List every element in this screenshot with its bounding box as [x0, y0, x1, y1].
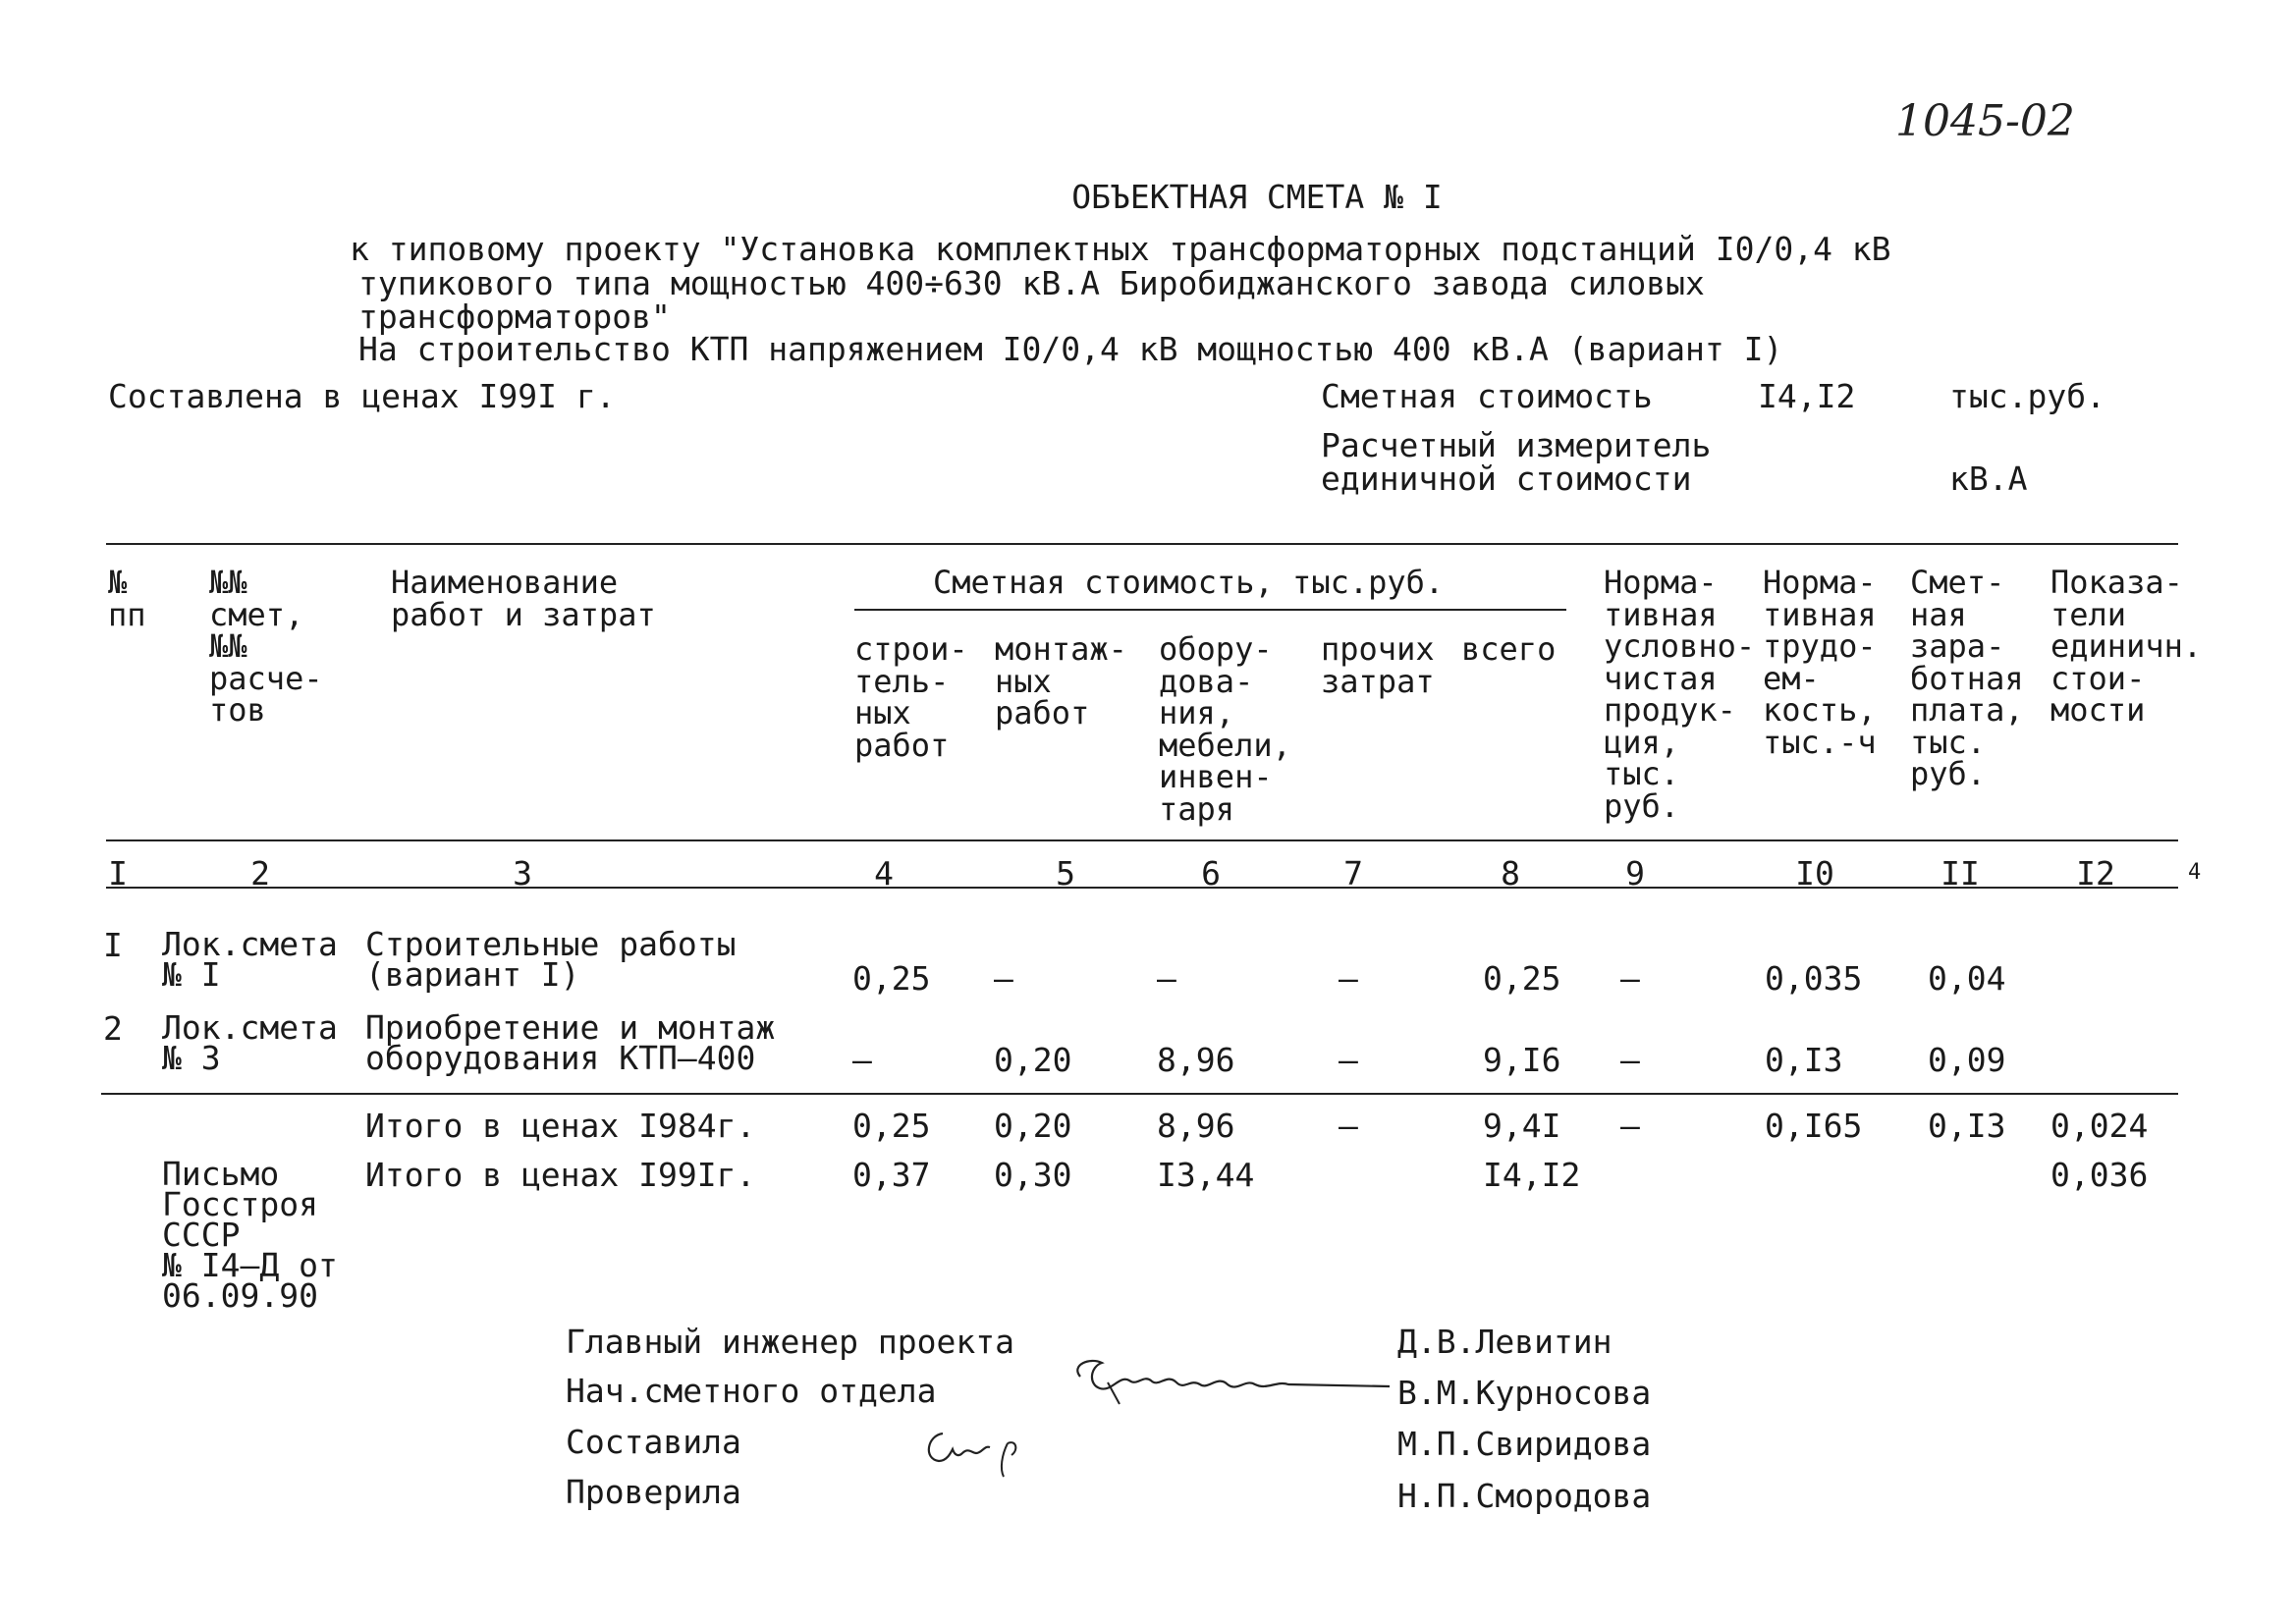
page-marker: 4 — [2188, 860, 2202, 885]
header-col-4: строи- тель- ных работ — [854, 630, 968, 764]
total-1984-name: Итого в ценах I984г. — [365, 1107, 756, 1145]
row-2-c5: 0,20 — [994, 1041, 1072, 1079]
header-bottom-rule — [106, 839, 2178, 841]
signature-name-2: В.М.Курносова — [1397, 1374, 1652, 1412]
total-1984-c7: – — [1339, 1107, 1358, 1145]
signature-name-3: М.П.Свиридова — [1397, 1425, 1652, 1463]
meter-label-line2: единичной стоимости — [1321, 460, 1692, 498]
col-number-8: 8 — [1501, 854, 1520, 893]
meter-unit: кВ.А — [1949, 460, 2028, 498]
row-1-c8: 0,25 — [1483, 959, 1561, 998]
col-number-5: 5 — [1056, 854, 1075, 893]
subtitle-line-1: к типовому проекту "Установка комплектных трансформаторных подстанций I0/0,4 кВ — [350, 230, 1891, 268]
group-underline-rule — [854, 609, 1566, 611]
header-col-2: №№ смет, №№ расче- тов — [209, 564, 323, 729]
header-col-7: прочих затрат — [1321, 630, 1435, 700]
total-1984-c10: 0,I65 — [1765, 1107, 1863, 1145]
total-1991-c12: 0,036 — [2050, 1156, 2149, 1194]
table-top-rule — [106, 543, 2178, 545]
total-1991-c4: 0,37 — [852, 1156, 931, 1194]
row-2-c7: – — [1339, 1041, 1358, 1079]
total-1984-c5: 0,20 — [994, 1107, 1072, 1145]
header-col-11: Смет- ная зара- ботная плата, тыс. руб. — [1910, 564, 2024, 792]
header-col-9: Норма- тивная условно- чистая продук- ция, тыс. руб. — [1604, 564, 1756, 825]
row-1-c5: – — [994, 959, 1013, 998]
signature-role-3: Составила — [566, 1423, 741, 1461]
header-group-estimate-cost: Сметная стоимость, тыс.руб. — [933, 564, 1445, 601]
row-2-c4: – — [852, 1041, 872, 1079]
row-2-c8: 9,I6 — [1483, 1041, 1561, 1079]
col-number-10: I0 — [1795, 854, 1834, 893]
signature-role-2: Нач.сметного отдела — [566, 1372, 937, 1410]
signature-name-1: Д.В.Левитин — [1397, 1323, 1613, 1361]
row-2-name: Приобретение и монтаж оборудования КТП–400 — [365, 1008, 776, 1077]
col-number-9: 9 — [1625, 854, 1645, 893]
signature-role-4: Проверила — [566, 1473, 741, 1511]
row-1-c11: 0,04 — [1928, 959, 2006, 998]
row-1-ref: Лок.смета № I — [162, 925, 338, 994]
estimate-cost-unit: тыс.руб. — [1949, 377, 2105, 415]
header-col-8: всего — [1461, 630, 1557, 668]
col-number-3: 3 — [513, 854, 532, 893]
row-2-c9: – — [1620, 1041, 1640, 1079]
document-title: ОБЪЕКТНАЯ СМЕТА № I — [1071, 178, 1443, 216]
row-2-c6: 8,96 — [1157, 1041, 1235, 1079]
row-2-num: 2 — [103, 1009, 123, 1048]
col-number-1: I — [108, 854, 128, 893]
total-1991-c8: I4,I2 — [1483, 1156, 1581, 1194]
col-number-2: 2 — [250, 854, 270, 893]
col-number-6: 6 — [1201, 854, 1221, 893]
prices-note: Составлена в ценах I99I г. — [108, 377, 616, 415]
total-1984-c12: 0,024 — [2050, 1107, 2149, 1145]
col-number-4: 4 — [874, 854, 894, 893]
row-1-c10: 0,035 — [1765, 959, 1863, 998]
row-1-name: Строительные работы (вариант I) — [365, 925, 737, 994]
total-1984-c4: 0,25 — [852, 1107, 931, 1145]
estimate-cost-value: I4,I2 — [1758, 377, 1856, 415]
column-numbers-rule — [106, 887, 2178, 889]
header-col-5: монтаж- ных работ — [995, 630, 1127, 731]
header-col-12: Показа- тели единичн. стои- мости — [2050, 564, 2203, 729]
col-number-11: II — [1941, 854, 1980, 893]
total-1991-c5: 0,30 — [994, 1156, 1072, 1194]
total-1991-ref: Письмо Госстроя СССР № I4–Д от 06.09.90 — [162, 1155, 338, 1315]
signature-name-4: Н.П.Смородова — [1397, 1477, 1652, 1515]
handwritten-signature-sviridova — [913, 1414, 1070, 1483]
row-1-c4: 0,25 — [852, 959, 931, 998]
col-number-12: I2 — [2076, 854, 2115, 893]
handwritten-signature-kurnosova — [1061, 1345, 1394, 1414]
estimate-cost-label: Сметная стоимость — [1321, 377, 1653, 415]
header-col-3: Наименование работ и затрат — [391, 564, 656, 633]
row-2-c11: 0,09 — [1928, 1041, 2006, 1079]
row-1-c6: – — [1157, 959, 1176, 998]
document-number: 1045-02 — [1895, 96, 2075, 146]
total-1991-c6: I3,44 — [1157, 1156, 1255, 1194]
subtitle-line-3: трансформаторов" — [358, 298, 671, 336]
total-1984-c11: 0,I3 — [1928, 1107, 2006, 1145]
rows-bottom-rule — [101, 1093, 2178, 1095]
total-1984-c8: 9,4I — [1483, 1107, 1561, 1145]
header-col-1: № пп — [108, 564, 146, 633]
header-col-6: обору- дова- ния, мебели, инвен- таря — [1159, 630, 1291, 828]
row-2-c10: 0,I3 — [1765, 1041, 1843, 1079]
total-1984-c6: 8,96 — [1157, 1107, 1235, 1145]
col-number-7: 7 — [1343, 854, 1363, 893]
row-1-c9: – — [1620, 959, 1640, 998]
meter-label-line1: Расчетный измеритель — [1321, 426, 1712, 464]
signature-role-1: Главный инженер проекта — [566, 1323, 1014, 1361]
subtitle-line-4: На строительство КТП напряжением I0/0,4 кВ мощностью 400 кВ.А (вариант I) — [358, 330, 1783, 368]
header-col-10: Норма- тивная трудо- ем- кость, тыс.-ч — [1763, 564, 1877, 761]
total-1991-name: Итого в ценах I99Iг. — [365, 1156, 756, 1194]
row-2-ref: Лок.смета № 3 — [162, 1008, 338, 1077]
row-1-num: I — [103, 926, 123, 964]
row-1-c7: – — [1339, 959, 1358, 998]
total-1984-c9: – — [1620, 1107, 1640, 1145]
subtitle-line-2: тупикового типа мощностью 400÷630 кВ.А Биробиджанского завода силовых — [358, 264, 1705, 302]
